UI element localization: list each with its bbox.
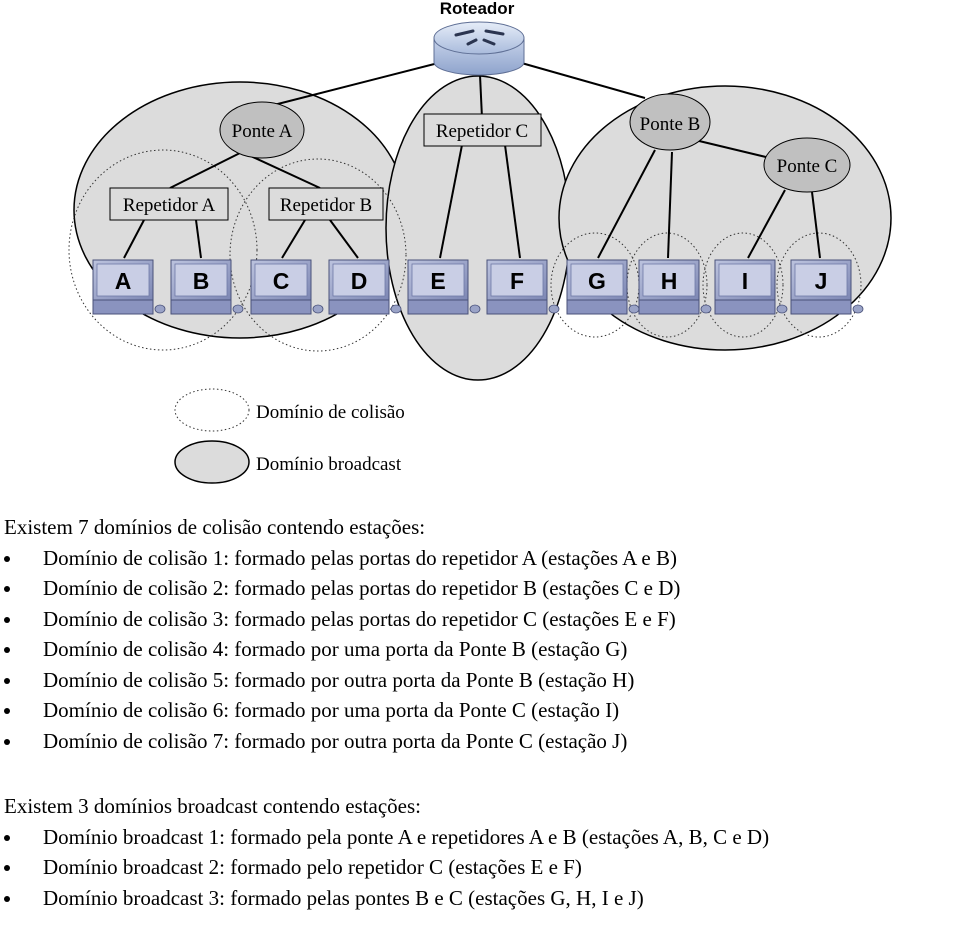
computer-base-icon	[487, 300, 547, 314]
broadcast-domain-list	[4, 822, 960, 914]
repetidor-b-label: Repetidor B	[279, 195, 373, 216]
list-item-text: Domínio broadcast 3: formado pelas pontes B e C (estações G, H, I e J)	[43, 885, 644, 910]
list-item-text: Domínio de colisão 3: formado pelas portas do repetidor C (estações E e F)	[43, 606, 676, 631]
station-label: C	[272, 268, 290, 294]
list-item	[4, 695, 960, 726]
mouse-icon	[391, 305, 401, 313]
station-label: J	[814, 268, 828, 294]
list-item	[4, 543, 960, 574]
list-item-text: Domínio de colisão 2: formado pelas portas do repetidor B (estações C e D)	[43, 576, 681, 600]
legend-broadcast-label: Domínio broadcast	[256, 454, 402, 475]
legend-collision-swatch	[175, 389, 249, 431]
bullet-icon	[4, 678, 10, 684]
mouse-icon	[853, 305, 863, 313]
list-item	[4, 634, 960, 665]
station-label: B	[192, 268, 210, 294]
station-label: D	[350, 268, 368, 294]
list-item-text: Domínio de colisão 1: formado pelas portas do repetidor A (estações A e B)	[43, 545, 677, 570]
computer-base-icon	[171, 300, 231, 314]
list-item-text: Domínio broadcast 2: formado pelo repetidor C (estações E e F)	[43, 855, 582, 879]
list-item	[4, 573, 960, 604]
computer-base-icon	[639, 300, 699, 314]
ponte-a-label: Ponte A	[231, 121, 293, 142]
computer-base-icon	[567, 300, 627, 314]
station-label: G	[588, 268, 606, 294]
collision-intro: Existem 7 domínios de colisão contendo estações:	[4, 515, 426, 539]
list-item	[4, 604, 960, 635]
list-item	[4, 665, 960, 696]
broadcast-domains-section	[4, 791, 960, 913]
bullet-icon	[4, 617, 10, 623]
router-label: Roteador	[439, 0, 515, 18]
mouse-icon	[701, 305, 711, 313]
bullet-icon	[4, 865, 10, 871]
station-label: I	[741, 268, 749, 294]
mouse-icon	[313, 305, 323, 313]
mouse-icon	[470, 305, 480, 313]
list-item-text: Domínio broadcast 1: formado pela ponte A e repetidores A e B (estações A, B, C e D)	[43, 824, 770, 849]
bullet-icon	[4, 739, 10, 745]
collision-domains-section	[4, 512, 960, 756]
bullet-icon	[4, 586, 10, 592]
station-label: A	[114, 268, 132, 294]
repetidor-a-label: Repetidor A	[122, 195, 216, 216]
bullet-icon	[4, 556, 10, 562]
bullet-icon	[4, 896, 10, 902]
mouse-icon	[549, 305, 559, 313]
station-label: F	[509, 268, 525, 294]
computer-base-icon	[251, 300, 311, 314]
mouse-icon	[777, 305, 787, 313]
list-item-text: Domínio de colisão 6: formado por uma porta da Ponte C (estação I)	[43, 698, 620, 722]
computer-base-icon	[329, 300, 389, 314]
bullet-icon	[4, 835, 10, 841]
station-label: E	[430, 268, 446, 294]
list-item	[4, 726, 960, 757]
ponte-b-label: Ponte B	[639, 114, 701, 135]
list-item-text: Domínio de colisão 5: formado por outra porta da Ponte B (estação H)	[43, 667, 635, 692]
mouse-icon	[233, 305, 243, 313]
list-item-text: Domínio de colisão 7: formado por outra porta da Ponte C (estação J)	[43, 728, 628, 753]
bullet-icon	[4, 708, 10, 714]
list-item-text: Domínio de colisão 4: formado por uma porta da Ponte B (estação G)	[43, 637, 628, 661]
computer-base-icon	[791, 300, 851, 314]
legend-broadcast-swatch	[175, 441, 249, 483]
repetidor-c-label: Repetidor C	[435, 121, 529, 142]
computer-base-icon	[93, 300, 153, 314]
computer-base-icon	[715, 300, 775, 314]
mouse-icon	[629, 305, 639, 313]
legend-collision-label: Domínio de colisão	[256, 402, 405, 423]
ponte-c-label: Ponte C	[776, 156, 838, 177]
computer-base-icon	[408, 300, 468, 314]
router-icon	[434, 0, 524, 75]
bullet-icon	[4, 647, 10, 653]
broadcast-intro: Existem 3 domínios broadcast contendo estações:	[4, 794, 421, 818]
station-label: H	[660, 268, 678, 294]
list-item	[4, 852, 960, 883]
collision-domain-list	[4, 543, 960, 757]
list-item	[4, 822, 960, 853]
list-item	[4, 883, 960, 914]
mouse-icon	[155, 305, 165, 313]
